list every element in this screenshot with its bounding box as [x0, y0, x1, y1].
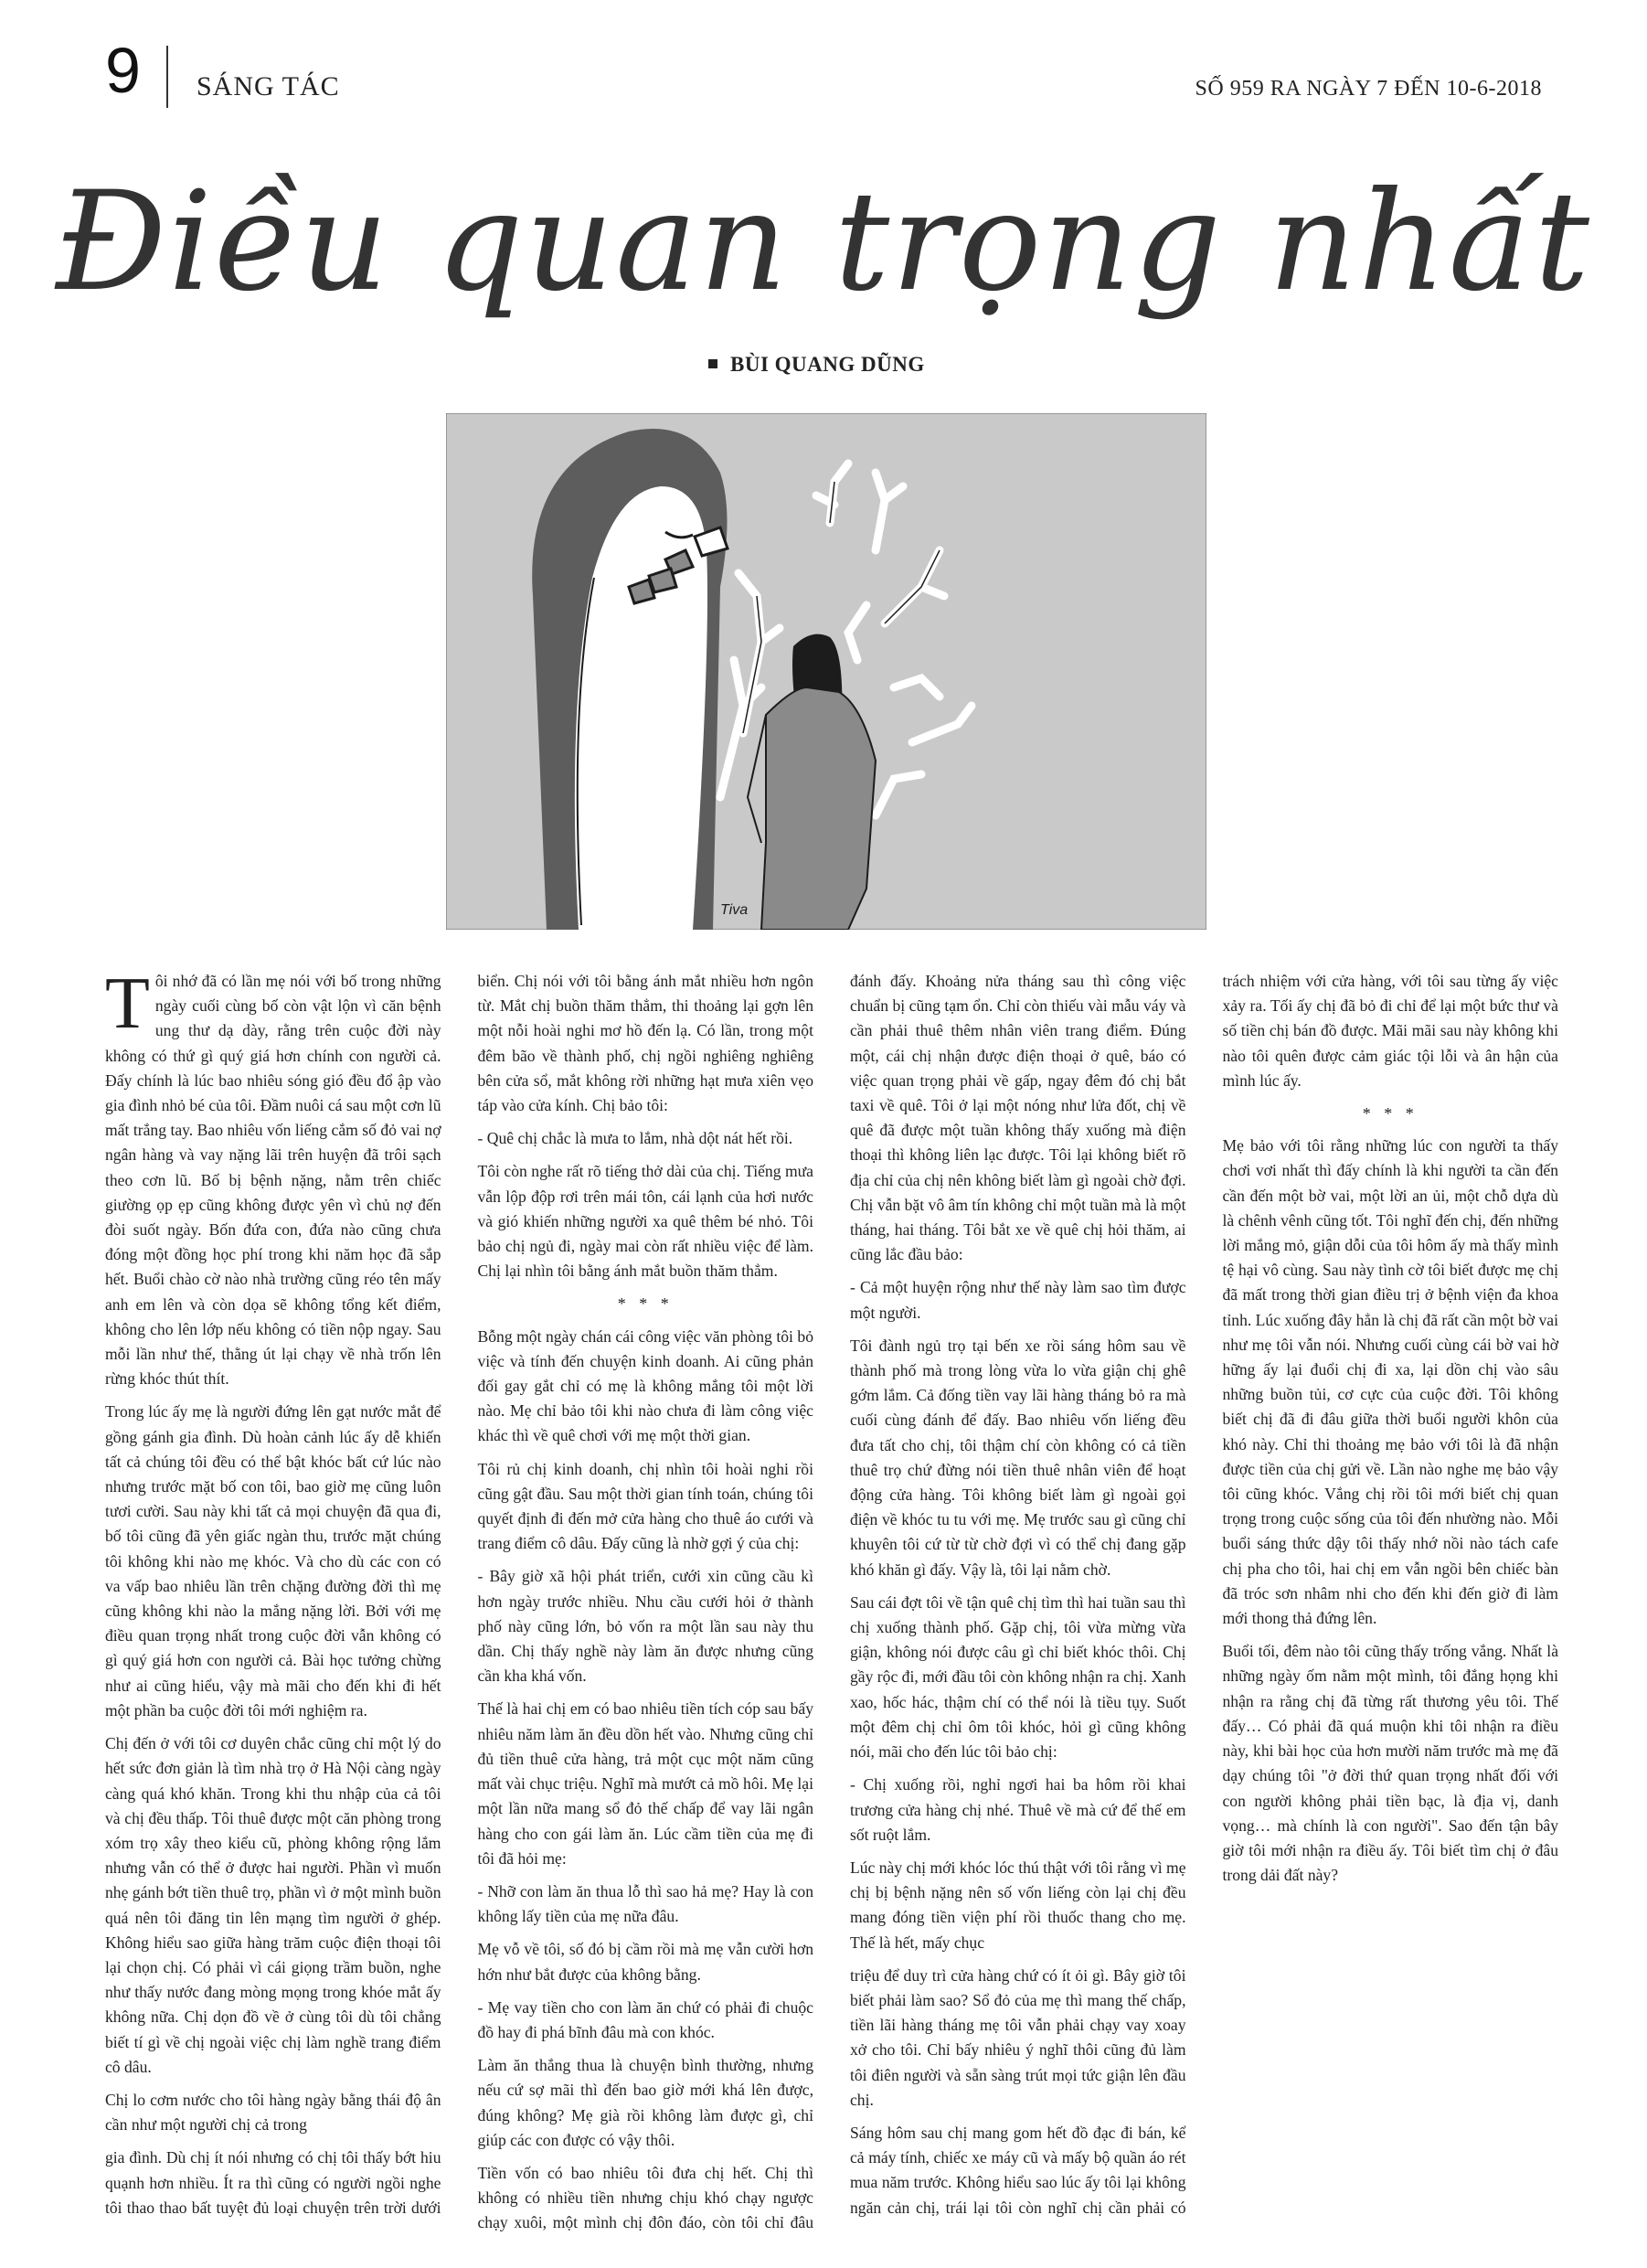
paragraph: Mẹ bảo với tôi rằng những lúc con người ta thấy chơi vơi nhất thì đấy chính là khi người ta cần đến cần đến một bờ vai, một lời an ủi, một chỗ dựa dù là chênh vênh cũng tốt. Tôi nghĩ đến chị, đến những lời mắng mỏ, giận dỗi của tôi hôm ấy mà thấy mình tệ hại vô cùng. Sau này tình cờ tôi biết được mẹ chị đã mất trong thời gian điều trị ở bệnh viện đa khoa tỉnh. Lúc xuống đây hẳn là chị đã rất cần một bờ vai như mẹ tôi vẫn nói. Nhưng cuối cùng cái bờ vai hờ hững ấy lại đuổi chị đi xa, lại dồn chị vào sâu những buồn tủi, cơ cực của cuộc đời. Tôi không biết chị đã đi đâu giữa thời buổi người khôn của khó này. Chỉ thi thoảng mẹ bảo với tôi là đã nhận được tiền của chị gửi về. Lần nào nghe mẹ bảo vậy tôi cũng khóc. Vắng chị rồi tôi mới biết chị quan trọng trong cuộc sống của tôi đến nhường nào. Mỗi buổi sáng thức dậy tôi thấy nhớ nồi nào tách cafe chị pha cho tôi, hai chị em vẫn ngồi bên chiếc bàn đã tróc sơn nhâm nhi cho đến khi đến giờ đi làm mới thong thả đứng lên. [1222, 1136, 1558, 1628]
paragraph: Chị lo cơm nước cho tôi hàng ngày bằng thái độ ân cần như một người chị cả trong [105, 2090, 441, 2135]
paragraph: Trong lúc ấy mẹ là người đứng lên gạt nước mắt để gồng gánh gia đình. Dù hoàn cảnh lúc ấy dễ khiến tất cả chúng tôi đều có thể bật khóc bất cứ lúc nào nhưng trước mặt bố con tôi, bao giờ mẹ cũng luôn tươi cười. Sau này khi tất cả mọi chuyện đã qua đi, bố tôi cũng đã yên giấc ngàn thu, trước mặt chúng tôi không khi nào mẹ khóc. Và cho dù các con có va vấp bao nhiêu lần trên chặng đường đời thì mẹ cũng không khi nào la mắng nặng lời. Bởi với mẹ điều quan trọng nhất trong cuộc đời vẫn không có gì quý giá hơn con người cả. Bài học tưởng chừng như ai cũng hiểu, vậy mà mãi cho đến khi đi hết một phần ba cuộc đời tôi mới nghiệm ra. [105, 1402, 441, 1720]
paragraph: Tôi đành ngủ trọ tại bến xe rồi sáng hôm sau về thành phố mà trong lòng vừa lo vừa giận chị ghê gớm lắm. Cả đống tiền vay lãi hàng tháng bỏ ra mà cuối cùng đánh để đấy. Bao nhiêu vốn liếng đều đưa tất cho chị, tôi thậm chí còn không có cả tiền thuê trọ chứ đừng nói tiền thuê nhân viên để hoạt động cửa hàng. Tôi không biết làm gì ngoài gọi điện về khóc tu tu với mẹ. Mẹ trước sau gì cũng chỉ khuyên tôi cứ từ từ chờ đợi vì có thể chị đang gặp khó khăn gì đấy. Vậy là, tôi lại nằm chờ. [850, 1336, 1186, 1579]
article-body [105, 964, 1558, 2240]
paragraph: - Bây giờ xã hội phát triển, cưới xin cũng cầu kì hơn ngày trước nhiều. Nhu cầu cưới hỏi ở thành phố này cũng lớn, bỏ vốn ra một lần sau này thu dần. Chị thấy nghề này làm ăn được nhưng cũng cần kha khá vốn. [477, 1567, 813, 1686]
paragraph: gia đình. Dù chị ít nói nhưng có chị tôi thấy bớt hiu quạnh hơn nhiều. Ít ra thì cũng có người ngồi nghe tôi thao thao bất tuyệt đủ loại chuyện trên trời dưới biển. Chị nói với tôi bằng ánh mắt nhiều hơn ngôn từ. Mắt chị buồn thăm thẳm, thi thoảng lại gợn lên một nỗi hoài nghi mơ hồ đến lạ. Có lần, trong một đêm bão về thành phố, chị ngồi nghiêng nghiêng bên cửa sổ, mắt không rời những hạt mưa xiên vẹo táp vào cửa kính. Chị bảo tôi: [105, 972, 813, 2217]
header-divider [166, 46, 168, 108]
section-name: SÁNG TÁC [197, 71, 340, 101]
paragraph: - Nhỡ con làm ăn thua lỗ thì sao hả mẹ? Hay là con không lấy tiền của mẹ nữa đâu. [477, 1881, 813, 1926]
paragraph: Buổi tối, đêm nào tôi cũng thấy trống vắng. Nhất là những ngày ốm nằm một mình, tôi đắng họng khi nhận ra rằng chị đã từng rất thương yêu tôi. Thế đấy… Có phải đã quá muộn khi tôi nhận ra điều này, khi bài học của hơn mười năm trước mà mẹ đã dạy chúng tôi "ở đời thứ quan trọng nhất đối với con người không phải tiền bạc, là địa vị, danh vọng… mà chính là con người". Sao đến tận bây giờ tôi mới nhận ra điều ấy. Tôi biết tìm chị ở đâu trong dải đất này? [1222, 1642, 1558, 1885]
author-name: BÙI QUANG DŨNG [730, 353, 925, 376]
paragraph: Tiền vốn có bao nhiêu tôi đưa chị hết. Chị thì không có nhiều tiền nhưng chịu khó chạy ngược chạy xuôi, một mình chị đôn đáo, còn tôi chỉ đâu đánh đấy. Khoảng nửa tháng sau thì công việc chuẩn bị cũng tạm ổn. Chỉ còn thiếu vài mẫu váy và cần phải thuê thêm nhân viên trang điểm. Đúng một, cái chị nhận được điện thoại ở quê, báo có việc quan trọng phải về gấp, ngay đêm đó chị bắt taxi về quê. Tôi ở lại một nóng như lửa đốt, chị về quê đã được một tuần không thấy xuống mà điện thoại thì không liên lạc được. Tôi lại không biết rõ địa chỉ của chị nên không biết làm gì ngoài chờ đợi. Chị vẫn bặt vô âm tín không chỉ một tuần mà là một tháng, hai tháng. Tôi bắt xe về quê chị hỏi thăm, ai cũng lắc đầu bảo: [477, 972, 1186, 2232]
paragraph: Sáng hôm sau chị mang gom hết đồ đạc đi bán, kể cả máy tính, chiếc xe máy cũ và mấy bộ quần áo rét mua năm trước. Không hiểu sao lúc ấy tôi lại không ngăn cản chị, trái lại tôi còn nghĩ chị cần phải có trách nhiệm với cửa hàng, với tôi sau từng ấy việc xảy ra. Tối ấy chị đã bỏ đi chỉ để lại một bức thư và số tiền chị bán đồ được. Mãi mãi sau này không khi nào tôi quên được cảm giác tội lỗi và ân hận của mình lúc ấy. [850, 972, 1558, 2217]
paragraph: - Mẹ vay tiền cho con làm ăn chứ có phải đi chuộc đồ hay đi phá bĩnh đâu mà con khóc. [477, 1997, 813, 2041]
paragraph: Sau cái đợt tôi về tận quê chị tìm thì hai tuần sau thì chị xuống thành phố. Gặp chị, tôi vừa mừng vừa giận, không nói được câu gì chỉ biết khóc thôi. Chị gầy rộc đi, mới đầu tôi còn không nhận ra chị. Xanh xao, hốc hác, thậm chí có thể nói là tiều tụy. Suốt một đêm chị chỉ ôm tôi khóc, hỏi gì cũng không nói, mãi cho đến lúc tôi bảo chị: [850, 1592, 1186, 1762]
byline [708, 353, 925, 377]
paragraph: Tôi nhớ đã có lần mẹ nói với bố trong những ngày cuối cùng bố còn vật lộn vì căn bệnh ung thư dạ dày, rằng trên cuộc đời này không có thứ gì quý giá hơn chính con người cả. Đấy chính là lúc bao nhiêu sóng gió đều đổ ập vào gia đình nhỏ bé của tôi. Đầm nuôi cá sau một cơn lũ mất trắng tay. Bao nhiêu vốn liếng cắm số đỏ vai nợ ngân hàng và vay nặng lãi trên huyện đã trôi sạch theo cơn lũ. Bố bị bệnh nặng, nằm trên chiếc giường ọp ẹp cũng không được yên vì chủ nợ đến đòi suốt ngày. Bốn đứa con, đứa nào cũng chưa đóng một đồng học phí trong khi năm học đã sắp hết. Buổi chào cờ nào nhà trường cũng réo tên mấy anh em lên và còn dọa sẽ không tổng kết điểm, không cho lên lớp nếu không có tiền nộp ngay. Sau mỗi lần như thế, thằng út lại chạy về nhà trốn lên rừng khóc thút thít. [105, 964, 441, 1389]
paragraph: Lúc này chị mới khóc lóc thú thật với tôi rằng vì mẹ chị bị bệnh nặng nên số vốn liếng còn lại chị đều mang đóng tiền viện phí rồi thuốc thang cho mẹ. Thế là hết, mấy chục [850, 1858, 1186, 1952]
section-separator: * * * [1362, 1104, 1419, 1123]
paragraph: Bỗng một ngày chán cái công việc văn phòng tôi bỏ việc và tính đến chuyện kinh doanh. Ai cũng phản đối gay gắt chỉ có mẹ là không mắng tôi một lời nào. Mẹ chỉ bảo tôi khi nào chưa đi làm công việc khác thì về quê chơi với mẹ một thời gian. [477, 1326, 813, 1445]
section-separator: * * * [617, 1294, 674, 1314]
paragraph: Tôi rủ chị kinh doanh, chị nhìn tôi hoài nghi rồi cũng gật đầu. Sau một thời gian tính toán, chúng tôi quyết định đi đến mở cửa hàng cho thuê áo cưới và trang điểm cô dâu. Đấy cũng là nhờ gợi ý của chị: [477, 1459, 813, 1553]
paragraph: Tôi còn nghe rất rõ tiếng thở dài của chị. Tiếng mưa vẫn lộp độp rơi trên mái tôn, cái lạnh của hơi nước và gió khiến những người xa quê thêm bé nhỏ. Tôi bảo chị ngủ đi, ngày mai còn rất nhiều việc để làm. Chị lại nhìn tôi bằng ánh mắt buồn thăm thẳm. [477, 1162, 813, 1281]
paragraph: Chị đến ở với tôi cơ duyên chắc cũng chỉ một lý do hết sức đơn giản là tìm nhà trọ ở Hà Nội càng ngày càng quá khó khăn. Trong khi thu nhập của cả tôi và chị đều thấp. Tôi thuê được một căn phòng trong xóm trọ xây theo kiểu cũ, phòng không rộng lắm nhưng vẫn có thể ở được hai người. Phần vì muốn nhẹ gánh bớt tiền thuê trọ, phần vì ở một mình buồn quá nên tôi đăng tin lên mạng tìm người ở ghép. Không hiểu sao giữa hàng trăm cuộc điện thoại tôi lại chọn chị. Có phải vì cái giọng trầm buồn, nghe như thấy nước đang mòng mọng trong khóe mắt ấy không nữa. Chị dọn đồ về ở cùng tôi dù tôi chẳng biết tí gì về chị ngoài việc chị làm nghề trang điểm cô dâu. [105, 1734, 441, 2076]
paragraph: Thế là hai chị em có bao nhiêu tiền tích cóp sau bấy nhiêu năm làm ăn đều dồn hết vào. Nhưng cũng chỉ đủ tiền thuê cửa hàng, trả một cục một năm cũng mất vài chục triệu. Nghĩ mà mướt cả mồ hôi. Mẹ lại một lần nữa mang sổ đỏ thế chấp để vay lãi ngân hàng cho con gái làm ăn. Lúc cầm tiền của mẹ đi tôi đã hỏi mẹ: [477, 1699, 813, 1868]
article-title: Điều quan trọng nhất [56, 163, 1591, 322]
girl-shirt [761, 687, 876, 930]
issue-info: SỐ 959 RA NGÀY 7 ĐẾN 10-6-2018 [1195, 77, 1542, 101]
paragraph: - Quê chị chắc là mưa to lắm, nhà dột nát hết rồi. [477, 1129, 793, 1148]
paragraph: - Cả một huyện rộng như thế này làm sao tìm được một người. [850, 1278, 1186, 1322]
paragraph: - Chị xuống rồi, nghỉ ngơi hai ba hôm rồi khai trương cửa hàng chị nhé. Thuê về mà cứ để thế em sốt ruột lắm. [850, 1775, 1186, 1844]
paragraph: Mẹ vỗ về tôi, số đó bị cầm rồi mà mẹ vẫn cười hơn hớn như bắt được của không bằng. [477, 1940, 813, 1984]
paragraph: Làm ăn thắng thua là chuyện bình thường, nhưng nếu cứ sợ mãi thì đến bao giờ mới khá lên được, đúng không? Mẹ già rồi không làm được gì, chỉ giúp các con được có vậy thôi. [477, 2056, 813, 2149]
paragraph: triệu để duy trì cửa hàng chứ có ít ỏi gì. Bây giờ tôi biết phải làm sao? Sổ đỏ của mẹ thì mang thế chấp, tiền lãi hàng tháng mẹ tôi vẫn phải chạy vay xoay xở cho tôi. Chỉ bấy nhiêu ý nghĩ thôi cũng đủ làm tôi điên người và sẵn sàng trút mọi tức giận lên đầu chị. [850, 1965, 1186, 2109]
square-bullet-icon [708, 359, 717, 368]
page-header [0, 0, 1647, 137]
page-number: 9 [105, 35, 141, 106]
illustration [446, 413, 1206, 930]
artist-signature: Tiva [720, 902, 749, 918]
